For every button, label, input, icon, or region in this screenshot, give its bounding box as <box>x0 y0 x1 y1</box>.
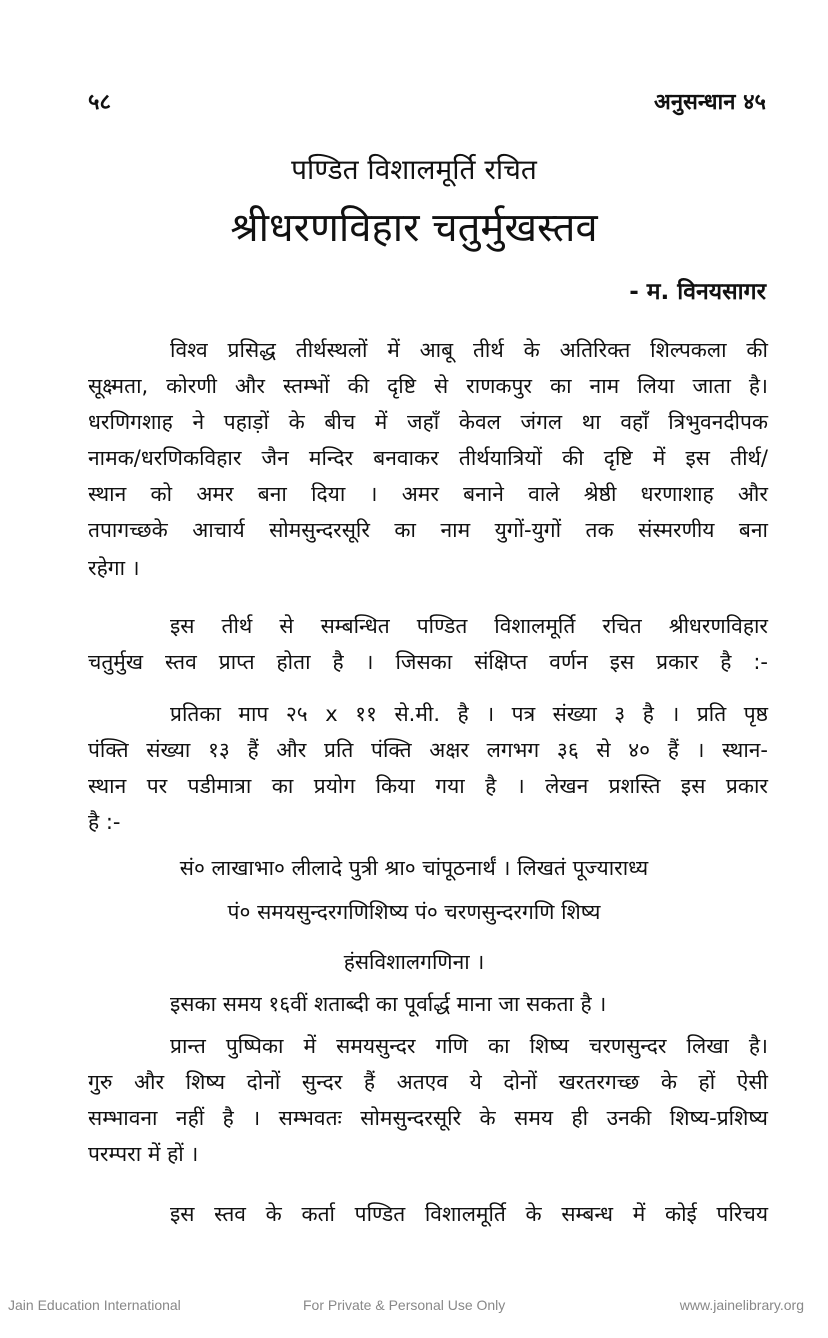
page-number: ५८ <box>88 90 111 115</box>
text-line: तपागच्छके आचार्य सोमसुन्दरसूरि का नाम युगों-युगों तक संस्मरणीय बना <box>88 518 768 542</box>
footer-usage-note: For Private & Personal Use Only <box>303 1297 506 1313</box>
text-line: विश्व प्रसिद्ध तीर्थस्थलों में आबू तीर्थ के अतिरिक्त शिल्पकला की <box>170 338 768 362</box>
text-line: चतुर्मुख स्तव प्राप्त होता है । जिसका संक्षिप्त वर्णन इस प्रकार है :- <box>88 650 768 674</box>
text-line: परम्परा में हों । <box>88 1142 199 1166</box>
article-title: श्रीधरणविहार चतुर्मुखस्तव <box>230 205 598 251</box>
text-line: धरणिगशाह ने पहाड़ों के बीच में जहाँ केवल जंगल था वहाँ त्रिभुवनदीपक <box>88 410 768 434</box>
article-subtitle: पण्डित विशालमूर्ति रचित <box>291 153 537 186</box>
text-line: प्रान्त पुष्पिका में समयसुन्दर गणि का शिष्य चरणसुन्दर लिखा है। <box>170 1034 768 1058</box>
running-head: अनुसन्धान ४५ <box>654 90 766 115</box>
text-line: गुरु और शिष्य दोनों सुन्दर हैं अतएव ये दोनों खरतरगच्छ के हों ऐसी <box>88 1070 768 1094</box>
text-line: नामक/धरणिकविहार जैन मन्दिर बनवाकर तीर्थयात्रियों की दृष्टि में इस तीर्थ/ <box>88 446 768 470</box>
author: - म. विनयसागर <box>629 279 766 305</box>
text-line: इस स्तव के कर्ता पण्डित विशालमूर्ति के सम्बन्ध में कोई परिचय <box>170 1202 768 1226</box>
text-line: सम्भावना नहीं है । सम्भवतः सोमसुन्दरसूरि के समय ही उनकी शिष्य-प्रशिष्य <box>88 1106 768 1130</box>
text-line: प्रतिका माप २५ x ११ से.मी. है । पत्र संख्या ३ है । प्रति पृष्ठ <box>170 702 768 726</box>
footer-website-link[interactable]: www.jainelibrary.org <box>679 1297 804 1313</box>
text-line: है :- <box>88 810 121 834</box>
dating-line: इसका समय १६वीं शताब्दी का पूर्वार्द्ध माना जा सकता है । <box>170 992 607 1016</box>
colophon-line: पं० समयसुन्दरगणिशिष्य पं० चरणसुन्दरगणि शिष्य <box>227 900 601 924</box>
colophon-line: हंसविशालगणिना । <box>343 950 485 974</box>
footer-publisher: Jain Education International <box>8 1297 181 1313</box>
text-line: इस तीर्थ से सम्बन्धित पण्डित विशालमूर्ति रचित श्रीधरणविहार <box>170 614 768 638</box>
colophon-line: सं० लाखाभा० लीलादे पुत्री श्रा० चांपूठनार्थं । लिखतं पूज्याराध्य <box>179 856 649 880</box>
text-line: स्थान को अमर बना दिया । अमर बनाने वाले श्रेष्ठी धरणाशाह और <box>88 482 768 506</box>
text-line: सूक्ष्मता, कोरणी और स्तम्भों की दृष्टि से राणकपुर का नाम लिया जाता है। <box>88 374 768 398</box>
text-line: पंक्ति संख्या १३ हैं और प्रति पंक्ति अक्षर लगभग ३६ से ४० हैं । स्थान- <box>88 738 768 762</box>
text-line: स्थान पर पडीमात्रा का प्रयोग किया गया है । लेखन प्रशस्ति इस प्रकार <box>88 774 768 798</box>
text-line: रहेगा । <box>88 556 140 580</box>
